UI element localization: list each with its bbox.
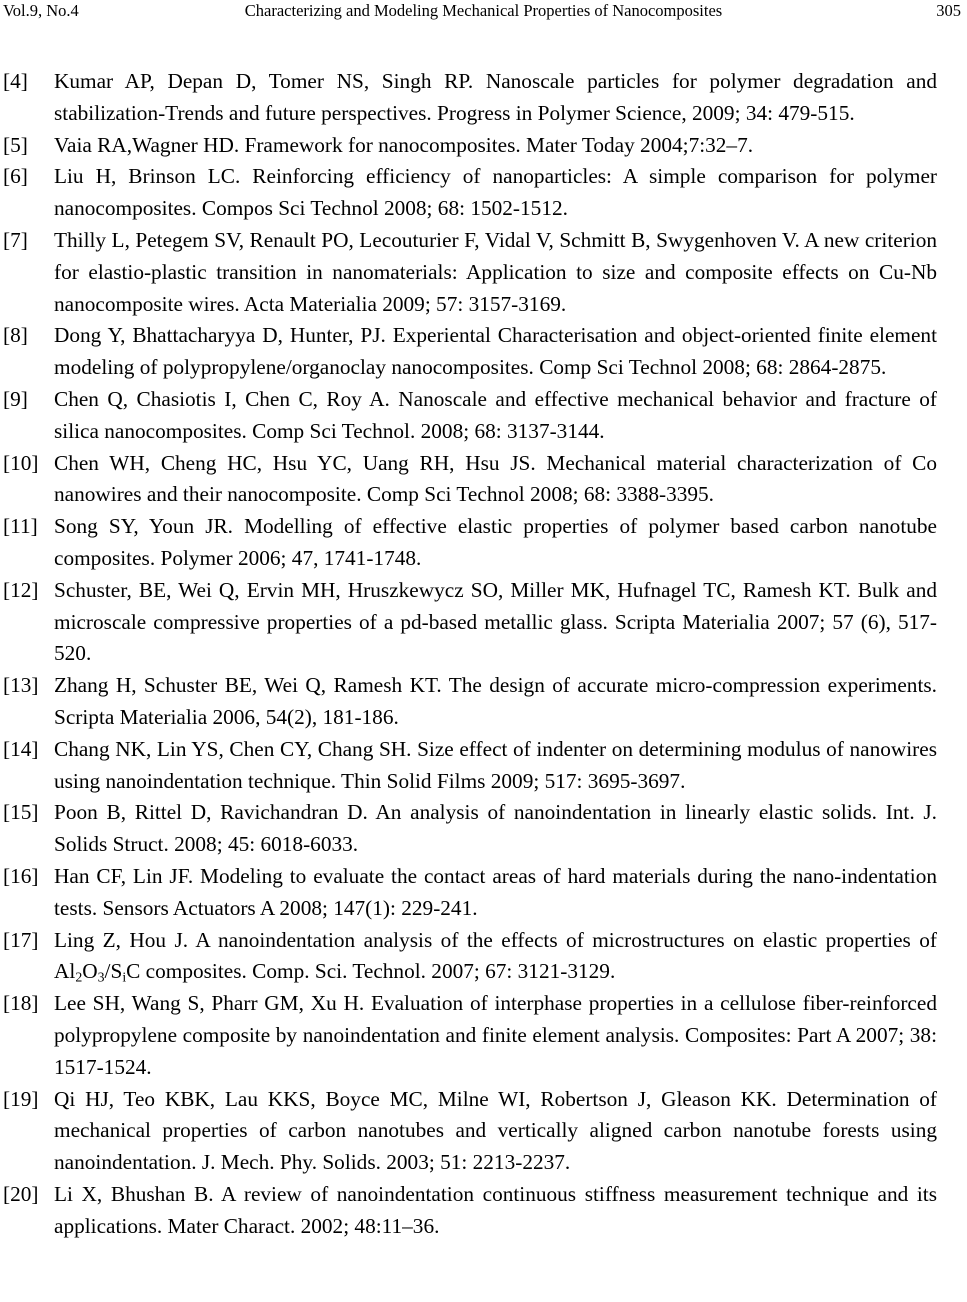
reference-item: [0, 161, 937, 225]
reference-item: [0, 130, 937, 162]
reference-item: [0, 66, 937, 130]
reference-item: [0, 861, 937, 925]
subscript-3: 3: [97, 969, 105, 985]
reference-text: Han CF, Lin JF. Modeling to evaluate the contact areas of hard materials during the nano-indentation tests. Sensors Actuators A 2008; 147(1): 229-241.: [54, 863, 937, 920]
reference-number: [9]: [3, 386, 28, 411]
reference-item: [0, 670, 937, 734]
reference-text-part: C composites. Comp. Sci. Technol. 2007; 67: 3121-3129.: [126, 959, 616, 984]
subscript-2: 2: [75, 969, 83, 985]
reference-text: Poon B, Rittel D, Ravichandran D. An analysis of nanoindentation in linearly elastic solids. Int. J. Solids Struct. 2008; 45: 6018-6033.: [54, 800, 937, 857]
reference-item: [0, 1179, 937, 1243]
reference-number: [20]: [3, 1181, 39, 1206]
reference-text: Li X, Bhushan B. A review of nanoindentation continuous stiffness measurement technique and its applications. Mater Charact. 2002; 48:11–36.: [54, 1181, 937, 1238]
reference-item: [0, 988, 937, 1083]
reference-text: Lee SH, Wang S, Pharr GM, Xu H. Evaluation of interphase properties in a cellulose fiber-reinforced polypropylene composite by nanoindentation and finite element analysis. Composites: Part A 2007; 38: 1517-1524.: [54, 991, 937, 1079]
reference-number: [18]: [3, 991, 39, 1016]
volume-label: Vol.9, No.4: [3, 1, 79, 20]
reference-number: [15]: [3, 800, 39, 825]
reference-text: Kumar AP, Depan D, Tomer NS, Singh RP. Nanoscale particles for polymer degradation and stabilization-Trends and future perspectives. Progress in Polymer Science, 2009; 34: 479-515.: [54, 69, 937, 125]
reference-text: Chang NK, Lin YS, Chen CY, Chang SH. Size effect of indenter on determining modulus of nanowires using nanoindentation technique. Thin Solid Films 2009; 517: 3695-3697.: [54, 736, 937, 793]
reference-number: [13]: [3, 673, 39, 698]
reference-item: [0, 225, 937, 320]
running-header: [0, 0, 967, 24]
reference-number: [14]: [3, 736, 39, 761]
reference-text: Zhang H, Schuster BE, Wei Q, Ramesh KT. The design of accurate micro-compression experiments. Scripta Materialia 2006, 54(2), 181-186.: [54, 673, 937, 729]
reference-number: [19]: [3, 1086, 39, 1111]
reference-item: [0, 448, 937, 512]
reference-number: [5]: [3, 132, 28, 157]
reference-number: [17]: [3, 927, 39, 952]
reference-number: [10]: [3, 450, 39, 475]
reference-text-part: Ling Z, Hou J. A nanoindentation analysis of the effects of microstructures on elastic properties of Al: [54, 927, 937, 984]
reference-text: Liu H, Brinson LC. Reinforcing efficiency of nanoparticles: A simple comparison for polymer nanocomposites. Compos Sci Technol 2008; 68: 1502-1512.: [54, 164, 937, 221]
reference-number: [8]: [3, 323, 28, 348]
reference-text: Qi HJ, Teo KBK, Lau KKS, Boyce MC, Milne WI, Robertson J, Gleason KK. Determination of mechanical properties of carbon nanotubes and vertically aligned carbon nanotube forests using nanoindentation. J. Mech. Phy. Solids. 2003; 51: 2213-2237.: [54, 1086, 937, 1175]
reference-item: [0, 925, 937, 989]
reference-item: [0, 1084, 937, 1179]
reference-number: [6]: [3, 164, 28, 189]
reference-text: Chen WH, Cheng HC, Hsu YC, Uang RH, Hsu JS. Mechanical material characterization of Co nanowires and their nanocomposite. Comp Sci Technol 2008; 68: 3388-3395.: [54, 450, 937, 507]
reference-item: [0, 320, 937, 384]
reference-text: [54, 925, 937, 989]
reference-text: Chen Q, Chasiotis I, Chen C, Roy A. Nanoscale and effective mechanical behavior and fracture of silica nanocomposites. Comp Sci Technol. 2008; 68: 3137-3144.: [54, 386, 937, 443]
subscript-i: i: [122, 969, 127, 985]
reference-item: [0, 797, 937, 861]
reference-text: Song SY, Youn JR. Modelling of effective elastic properties of polymer based carbon nanotube composites. Polymer 2006; 47, 1741-1748.: [54, 514, 937, 570]
reference-number: [7]: [3, 227, 28, 252]
reference-item: [0, 734, 937, 798]
reference-list: [0, 66, 967, 1242]
reference-item: [0, 384, 937, 448]
reference-number: [16]: [3, 863, 39, 888]
reference-text-part: O: [82, 959, 98, 984]
reference-text: Vaia RA,Wagner HD. Framework for nanocomposites. Mater Today 2004;7:32–7.: [54, 132, 754, 157]
reference-text: Schuster, BE, Wei Q, Ervin MH, Hruszkewycz SO, Miller MK, Hufnagel TC, Ramesh KT. Bulk and microscale compressive properties of a pd-based metallic glass. Scripta Materialia 2007; 57 (6), 517-520.: [54, 577, 937, 666]
reference-item: [0, 511, 937, 575]
reference-text: Dong Y, Bhattacharyya D, Hunter, PJ. Experiental Characterisation and object-oriented finite element modeling of polypropylene/organoclay nanocomposites. Comp Sci Technol 2008; 68: 2864-2875.: [54, 323, 937, 380]
reference-number: [4]: [3, 69, 28, 93]
running-title: Characterizing and Modeling Mechanical Properties of Nanocomposites: [244, 1, 723, 20]
reference-number: [11]: [3, 514, 38, 539]
reference-text-part: /S: [104, 959, 123, 984]
page-number: 305: [936, 1, 961, 20]
reference-item: [0, 575, 937, 670]
reference-number: [12]: [3, 577, 39, 602]
reference-text: Thilly L, Petegem SV, Renault PO, Lecouturier F, Vidal V, Schmitt B, Swygenhoven V. A new criterion for elastio-plastic transition in nanomaterials: Application to size and composite effects on Cu-Nb nanocomposite wires. Acta Materialia 2009; 57: 3157-3169.: [54, 227, 937, 316]
